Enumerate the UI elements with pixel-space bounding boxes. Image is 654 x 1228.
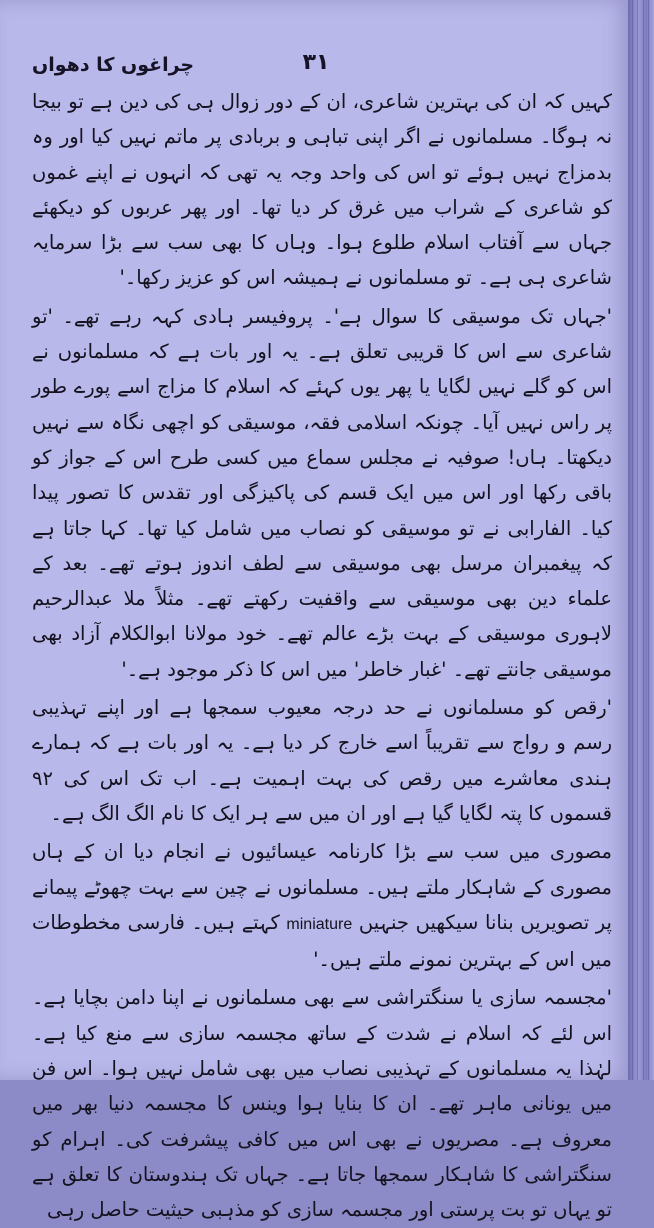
paragraph-4-text: مصوری میں سب سے بڑا کارنامہ عیسائیوں نے انجام دیا ان کے ہاں مصوری کے شاہکار ملتے ہیں۔ مسلمانوں نے چین سے بہت چھوٹے پیمانے پر تصویریں بنانا سیکھیں جنہیں [32,840,612,934]
page-edge-line [632,0,633,1080]
paragraph-4-continued: کہتے ہیں۔ فارسی مخطوطات میں اس کے بہترین نمونے ملتے ہیں۔' [32,910,612,972]
page-edge-line [637,0,638,1080]
page-number: ۳۱ [302,50,330,75]
paragraph-2: 'جہاں تک موسیقی کا سوال ہے'۔ پروفیسر ہادی کہہ رہے تھے۔ 'تو شاعری سے اس کا قریبی تعلق ہے۔ یہ اور بات ہے کہ مسلمانوں نے اس کو گلے نہیں لگایا یا پھر یوں کہئے کہ اسلام کا مزاج اسے پورے طور پر راس نہیں آیا۔ چونکہ اسلامی فقہ، موسیقی کو اچھی نگاہ سے نہیں دیکھتا۔ ہاں! صوفیہ نے مجلس سماع میں کسی طرح اس کے جواز کو باقی رکھا اور اس میں ایک قسم کی پاکیزگی اور تقدس کا تصور پیدا کیا۔ الفارابی نے تو موسیقی کو نصاب میں شامل کیا تھا۔ کہا جاتا ہے کہ پیغمبران مرسل بھی موسیقی سے لطف اندوز ہوتے تھے۔ بعد کے علماء دین بھی موسیقی سے واقفیت رکھتے تھے۔ مثلاً ملا عبدالرحیم لاہوری موسیقی کے بہت بڑے عالم تھے۔ خود مولانا ابوالکلام آزاد بھی موسیقی جانتے تھے۔ 'غبار خاطر' میں اس کا ذکر موجود ہے۔' [32,304,612,681]
page-body [32,84,612,1228]
book-page-edge [628,0,654,1080]
paragraph-5: 'مجسمہ سازی یا سنگتراشی سے بھی مسلمانوں نے اپنا دامن بچایا ہے۔ اس لئے کہ اسلام نے شدت کے ساتھ مجسمہ سازی سے منع کیا ہے۔ لہٰذا یہ مسلمانوں کے تہذیبی نصاب میں بھی شامل نہیں ہوا۔ اس فن میں یونانی ماہر تھے۔ ان کا بنایا ہوا وینس کا مجسمہ دنیا بھر میں معروف ہے۔ مصریوں نے بھی اس میں کافی پیشرفت کی۔ اہرام کو سنگتراشی کا شاہکار سمجھا جاتا ہے۔ جہاں تک ہندوستان کا تعلق ہے تو یہاں تو بت پرستی اور مجسمہ سازی کو مذہبی حیثیت حاصل رہی [32,986,612,1222]
paragraph-1: کہیں کہ ان کی بہترین شاعری، ان کے دور زوال ہی کی دین ہے تو بیجا نہ ہوگا۔ مسلمانوں نے اگر اپنی تباہی و بربادی پر ماتم نہیں کیا اور وہ بدمزاج نہیں ہوئے تو اس کی واحد وجہ یہ تھی کہ انہوں نے اپنے غموں کو شاعری کے شراب میں غرق کر دیا تھا۔ اور پھر عربوں کو دیکھئے جہاں سے آفتاب اسلام طلوع ہوا۔ وہاں کا بھی سب سے بڑا سرمایہ شاعری ہی ہے۔ تو مسلمانوں نے ہمیشہ اس کو عزیز رکھا۔' [32,90,612,290]
running-title: چراغوں کا دھواں [32,54,195,76]
page-edge-line [648,0,649,1080]
paragraph-4 [32,834,612,977]
miniature-term: miniature [286,915,353,933]
paragraph-3: 'رقص کو مسلمانوں نے حد درجہ معیوب سمجھا ہے اور اپنے تہذیبی رسم و رواج سے تقریباً اسے خارج کر دیا ہے۔ یہ اور بات ہے کہ ہمارے ہندی معاشرے میں رقص کی بہت اہمیت ہے۔ اب تک اس کی ۹۲ قسموں کا پتہ لگایا گیا ہے اور ان میں سے ہر ایک کا نام الگ الگ ہے۔ [32,696,612,825]
page-edge-line [643,0,644,1080]
page-header [26,48,606,88]
